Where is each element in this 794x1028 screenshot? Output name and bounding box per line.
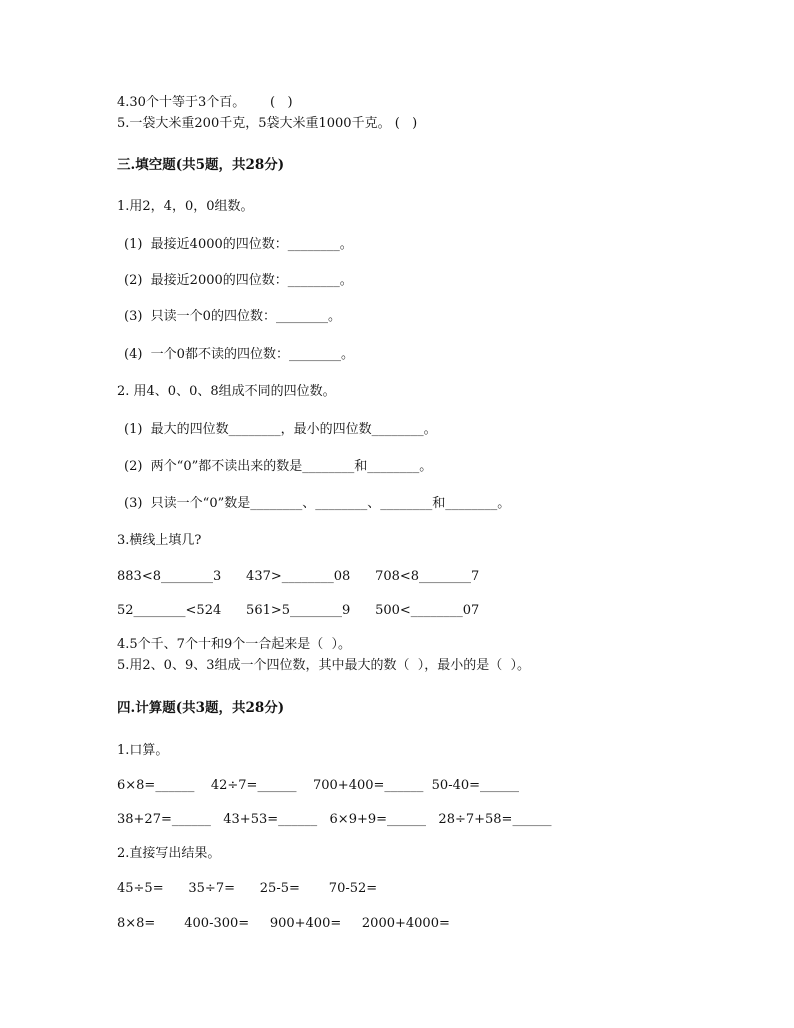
fill-q1-part: (1) 最接近4000的四位数：________。 — [124, 237, 353, 252]
calc-q1-stem: 1.口算。 — [117, 743, 169, 758]
judge-item-5: 5.一袋大米重200千克，5袋大米重1000千克。 ( ) — [117, 116, 418, 131]
fill-q1-part: (3) 只读一个0的四位数：________。 — [124, 309, 341, 324]
fill-q3-row: 52________<524 561>5________9 500<________07 — [117, 603, 480, 618]
fill-q1-part: (4) 一个0都不读的四位数：________。 — [124, 347, 354, 362]
calc-q2-row: 45÷5= 35÷7= 25-5= 70-52= — [117, 881, 378, 896]
fill-q2-part: (2) 两个“0”都不读出来的数是________和________。 — [124, 459, 433, 474]
fill-q2-stem: 2. 用4、0、0、8组成不同的四位数。 — [117, 384, 336, 399]
fill-q5: 5.用2、0、9、3组成一个四位数，其中最大的数（ ），最小的是（ ）。 — [117, 658, 531, 673]
fill-q1-part: (2) 最接近2000的四位数：________。 — [124, 273, 353, 288]
calc-q2-row: 8×8= 400-300= 900+400= 2000+4000= — [117, 916, 450, 931]
fill-q2-part: (1) 最大的四位数________，最小的四位数________。 — [124, 422, 437, 437]
calc-q1-row: 38+27=______ 43+53=______ 6×9+9=______ 28÷7+58=______ — [117, 812, 552, 827]
fill-q1-stem: 1.用2，4，0，0组数。 — [117, 199, 254, 214]
fill-q4: 4.5个千、7个十和9个一合起来是（ ）。 — [117, 637, 351, 652]
section-heading-calc: 四.计算题(共3题，共28分) — [117, 700, 285, 716]
fill-q2-part: (3) 只读一个“0”数是________、________、________和________。 — [124, 496, 511, 511]
judge-item-4: 4.30个十等于3个百。 ( ) — [117, 95, 293, 110]
calc-q1-row: 6×8=______ 42÷7=______ 700+400=______ 50-40=______ — [117, 778, 520, 793]
fill-q3-row: 883<8________3 437>________08 708<8________7 — [117, 569, 480, 584]
fill-q3-stem: 3.横线上填几? — [117, 533, 202, 548]
calc-q2-stem: 2.直接写出结果。 — [117, 846, 221, 861]
section-heading-fill: 三.填空题(共5题，共28分) — [117, 157, 285, 173]
